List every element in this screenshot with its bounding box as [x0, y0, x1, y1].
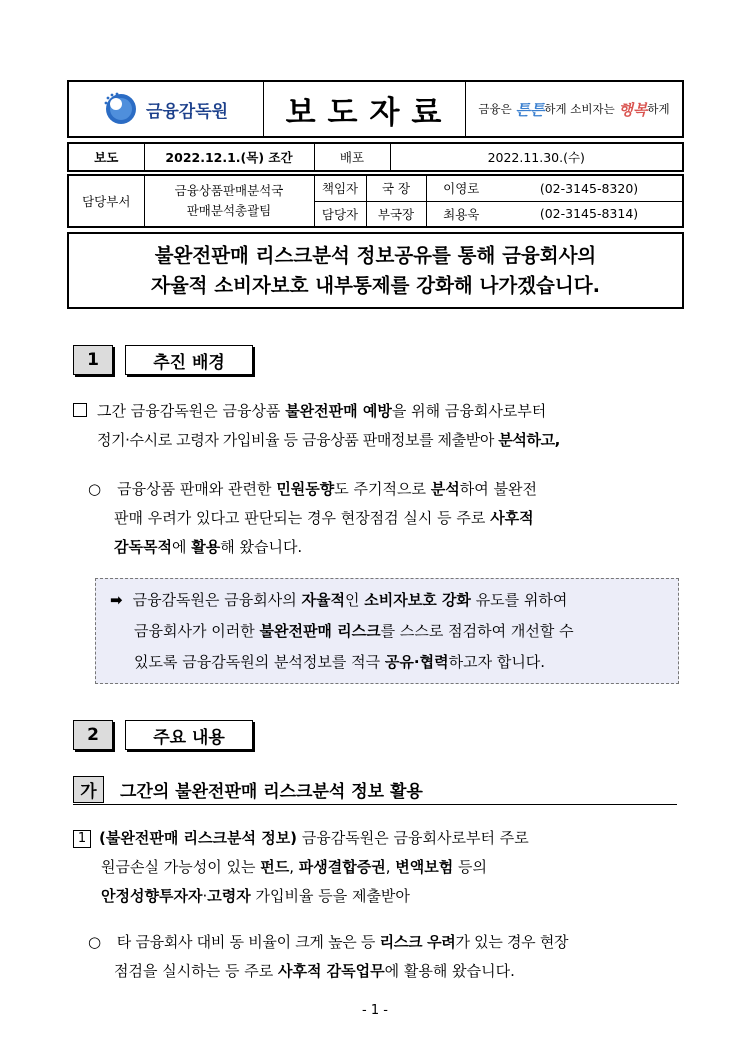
distribution-date: 2022.11.30.(수) — [390, 143, 683, 171]
contact-title: 국 장 — [366, 175, 426, 201]
item-number: 1 — [73, 830, 91, 848]
contact-title: 부국장 — [366, 201, 426, 227]
emphasis: 리스크 우려 — [379, 933, 456, 951]
text: 원금손실 가능성이 있는 — [101, 858, 261, 876]
callout-box — [95, 578, 679, 684]
org-name: 금융감독원 — [145, 101, 229, 122]
emphasis: 공유·협력 — [384, 653, 449, 671]
slogan-word-1: 튼튼 — [515, 100, 545, 119]
slogan-suffix: 하게 — [647, 102, 670, 116]
emphasis: 분석 — [430, 480, 460, 498]
slogan-prefix: 금융은 — [478, 102, 512, 116]
emphasis: 펀드 — [260, 858, 290, 876]
paragraph-background — [73, 397, 683, 455]
text: 금융감독원은 금융회사로부터 주로 — [297, 829, 529, 847]
subsection-tag: 가 — [73, 776, 104, 803]
arrow-right-icon: ➡ — [110, 591, 123, 609]
release-info-table — [67, 142, 684, 172]
dept-line-2: 판매분석총괄팀 — [186, 203, 272, 218]
text: 하여 불완전 — [459, 480, 537, 498]
text: 하고자 합니다. — [448, 653, 546, 671]
text: · — [202, 887, 208, 905]
text: 에 — [171, 538, 192, 556]
text: 유도를 위하여 — [470, 591, 568, 609]
headline-line-2: 자율적 소비자보호 내부통제를 강화해 나가겠습니다. — [151, 274, 600, 297]
section-2-heading — [73, 720, 253, 750]
slogan-mid: 하게 소비자는 — [544, 102, 615, 116]
page-number: - 1 - — [362, 1003, 388, 1018]
emphasis: 자율적 — [301, 591, 345, 609]
text: 그간 금융감독원은 금융상품 — [97, 402, 286, 420]
text: , — [289, 858, 299, 876]
contacts-table — [67, 174, 684, 228]
emphasis: 감독목적 — [114, 538, 172, 556]
square-bullet-icon — [73, 403, 87, 417]
text: 인 — [345, 591, 365, 609]
dept-name — [144, 175, 314, 227]
text: 점검을 실시하는 등 주로 — [114, 962, 278, 980]
text: 을 위해 금융회사로부터 — [391, 402, 547, 420]
circle-bullet-icon: ○ — [88, 933, 101, 951]
dept-label: 담당부서 — [68, 175, 144, 227]
emphasis: 사후적 — [490, 509, 534, 527]
subsection-heading — [73, 775, 677, 805]
contact-phone: (02-3145-8314) — [496, 201, 683, 227]
subsection-title: 그간의 불완전판매 리스크분석 정보 활용 — [120, 782, 423, 802]
text: 금융감독원은 금융회사의 — [132, 591, 302, 609]
text: 에 활용해 왔습니다. — [384, 962, 515, 980]
contact-name: 최용욱 — [426, 201, 496, 227]
text: 를 스스로 점검하여 개선할 수 — [380, 622, 574, 640]
text: 금융상품 판매와 관련한 — [117, 480, 277, 498]
emphasis: 활용 — [191, 538, 221, 556]
release-date: 2022.12.1.(목) 조간 — [144, 143, 314, 171]
fss-logo-icon — [104, 92, 138, 126]
emphasis: 안정성향투자자 — [101, 887, 203, 905]
slogan-word-2: 행복 — [618, 100, 648, 119]
emphasis: 소비자보호 강화 — [364, 591, 471, 609]
section-title: 주요 내용 — [125, 720, 253, 750]
distribution-label: 배포 — [314, 143, 390, 171]
text: 해 왔습니다. — [220, 538, 303, 556]
text: 있도록 금융감독원의 분석정보를 적극 — [134, 653, 385, 671]
text: 정기·수시로 고령자 가입비율 등 금융상품 판매정보를 제출받아 — [97, 431, 499, 449]
logo-cell — [69, 82, 264, 136]
text: 판매 우려가 있다고 판단되는 경우 현장점검 실시 등 주로 — [114, 509, 491, 527]
emphasis: 민원동향 — [276, 480, 335, 498]
headline-box — [67, 232, 684, 309]
section-number: 1 — [73, 345, 113, 375]
text: 타 금융회사 대비 동 비율이 크게 높은 등 — [116, 933, 380, 951]
text: , — [385, 858, 396, 876]
emphasis: 변액보험 — [395, 858, 454, 876]
document-title: 보도자료 — [264, 82, 466, 136]
slogan — [466, 82, 682, 136]
emphasis: 불완전판매 예방 — [285, 402, 392, 420]
contact-phone: (02-3145-8320) — [496, 175, 683, 201]
section-1-heading — [73, 345, 253, 375]
section-title: 추진 배경 — [125, 345, 253, 375]
text: 금융회사가 이러한 — [134, 622, 260, 640]
contact-name: 이영로 — [426, 175, 496, 201]
emphasis: 고령자 — [207, 887, 251, 905]
emphasis: (불완전판매 리스크분석 정보) — [99, 829, 298, 847]
paragraph-supervision — [88, 928, 683, 986]
text: 가입비율 등을 제출받아 — [250, 887, 410, 905]
emphasis: 불완전판매 리스크 — [259, 622, 381, 640]
dept-line-1: 금융상품판매분석국 — [174, 183, 284, 198]
section-number: 2 — [73, 720, 113, 750]
paragraph-risk-info — [73, 824, 683, 911]
contact-role: 책임자 — [314, 175, 366, 201]
text: 가 있는 경우 현장 — [455, 933, 569, 951]
circle-bullet-icon: ○ — [88, 480, 102, 498]
headline-line-1: 불완전판매 리스크분석 정보공유를 통해 금융회사의 — [154, 244, 597, 267]
emphasis: 파생결합증권 — [298, 858, 386, 876]
text: 등의 — [453, 858, 487, 876]
contact-role: 담당자 — [314, 201, 366, 227]
text: 도 주기적으로 — [334, 480, 431, 498]
press-release-header — [67, 80, 684, 138]
release-label: 보도 — [68, 143, 144, 171]
emphasis: 분석하고, — [498, 431, 560, 449]
paragraph-complaints — [88, 475, 683, 562]
emphasis: 사후적 감독업무 — [277, 962, 385, 980]
